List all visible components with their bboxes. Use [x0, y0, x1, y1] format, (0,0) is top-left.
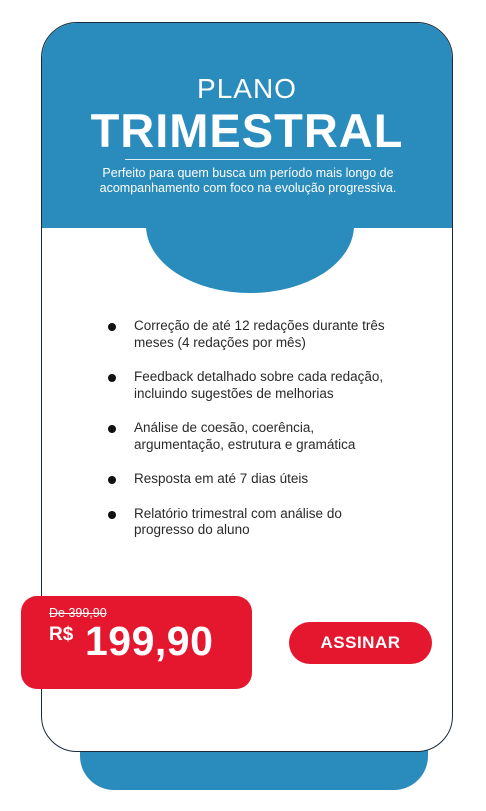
old-price: De 399,90: [49, 606, 107, 620]
bullet-icon: [108, 323, 116, 331]
subscribe-button[interactable]: ASSINAR: [289, 622, 432, 664]
price-currency: R$: [49, 624, 74, 645]
feature-text: Análise de coesão, coerência, argumentação, estrutura e gramática: [134, 420, 356, 452]
plan-name: TRIMESTRAL: [90, 104, 404, 157]
feature-text: Resposta em até 7 dias úteis: [134, 471, 309, 486]
bullet-icon: [108, 425, 116, 433]
feature-item: [102, 369, 402, 402]
feature-text: Feedback detalhado sobre cada redação, incluindo sugestões de melhorias: [134, 369, 384, 401]
header-divider: [125, 159, 371, 160]
feature-item: [102, 420, 402, 453]
price-value: 199,90: [85, 618, 214, 664]
feature-item: [102, 318, 402, 351]
price-box: [21, 596, 252, 689]
bullet-icon: [108, 374, 116, 382]
plan-subtitle: Perfeito para quem busca um período mais longo de acompanhamento com foco na evolução progressiva.: [99, 166, 397, 195]
bullet-icon: [108, 511, 116, 519]
feature-text: Correção de até 12 redações durante três meses (4 redações por mês): [134, 318, 385, 350]
feature-item: [102, 506, 402, 539]
feature-item: [102, 471, 402, 488]
bullet-icon: [108, 476, 116, 484]
feature-list: [102, 318, 402, 557]
feature-text: Relatório trimestral com análise do progresso do aluno: [134, 505, 342, 537]
plan-label: PLANO: [197, 73, 297, 104]
